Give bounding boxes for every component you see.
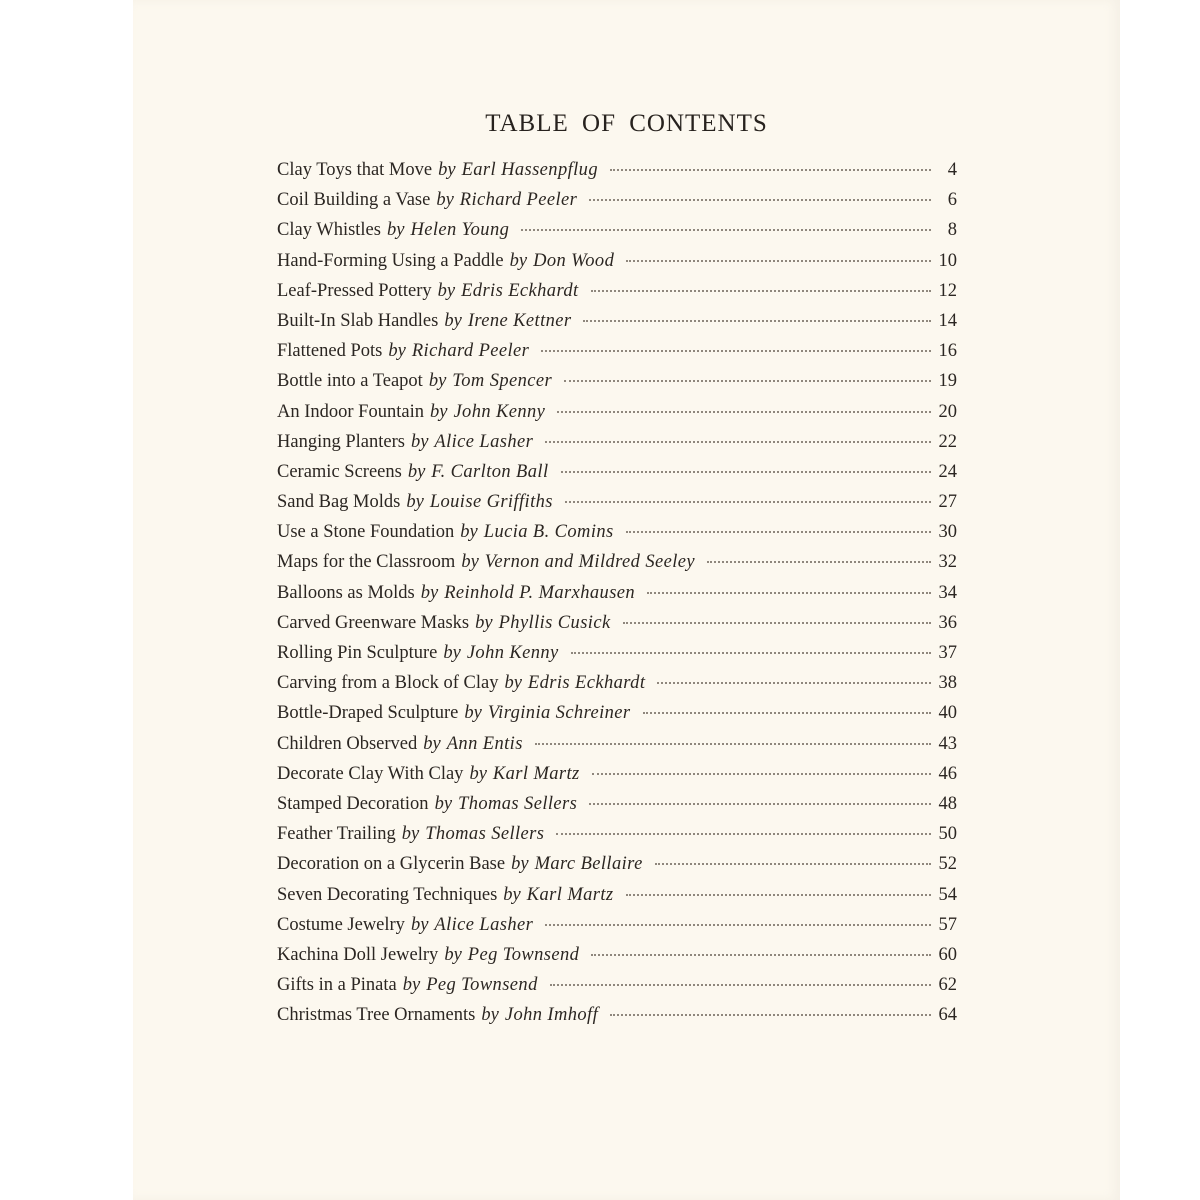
entry-by: by [434, 793, 453, 814]
entry-author: Helen Young [410, 220, 510, 241]
entry-page-number: 32 [938, 552, 957, 573]
entry-author: Thomas Sellers [458, 793, 578, 814]
entry-author: Edris Eckhardt [527, 673, 646, 694]
entry-title: Kachina Doll Jewelry [277, 944, 439, 965]
toc-entry [277, 885, 957, 915]
toc-entry [277, 794, 957, 824]
entry-by: by [423, 733, 441, 754]
entry-page-number: 43 [938, 733, 957, 754]
dot-leader [535, 743, 931, 745]
entry-title: Sand Bag Molds [277, 492, 401, 513]
toc-entry [277, 583, 957, 613]
entry-by: by [420, 582, 439, 603]
toc-entry [277, 703, 957, 733]
entry-page-number: 38 [938, 673, 957, 694]
toc-entry [277, 613, 957, 643]
dot-leader [545, 924, 931, 926]
entry-by: by [511, 854, 529, 875]
toc-entry [277, 160, 957, 190]
dot-leader [550, 984, 931, 986]
entry-author: Edris Eckhardt [461, 280, 579, 301]
dot-leader [626, 531, 931, 533]
entry-author: Peg Townsend [467, 944, 580, 965]
entry-title: Decorate Clay With Clay [277, 763, 464, 784]
toc-entry [277, 915, 957, 945]
entry-page-number: 62 [938, 975, 957, 996]
entry-page-number: 40 [938, 703, 957, 724]
entry-page-number: 57 [938, 914, 957, 935]
entry-title: Clay Whistles [277, 220, 381, 241]
entry-title: Hanging Planters [277, 431, 405, 452]
entry-by: by [461, 552, 479, 573]
entry-by: by [444, 310, 462, 331]
entry-by: by [407, 461, 426, 482]
entry-by: by [504, 673, 522, 694]
entry-title: Gifts in a Pinata [277, 975, 397, 996]
entry-page-number: 16 [938, 341, 957, 362]
entry-page-number: 6 [947, 190, 957, 211]
dot-leader [564, 380, 931, 382]
entry-page-number: 14 [938, 310, 957, 331]
page-title: TABLE OF CONTENTS [485, 110, 768, 137]
entry-page-number: 60 [938, 944, 957, 965]
entry-page-number: 4 [947, 160, 957, 180]
toc-entry [277, 492, 957, 522]
entry-by: by [460, 522, 478, 543]
dot-leader [571, 652, 931, 654]
dot-leader [626, 260, 931, 262]
toc-entry [277, 975, 957, 1005]
dot-leader [591, 954, 931, 956]
entry-page-number: 52 [938, 854, 957, 875]
entry-title: Maps for the Classroom [277, 552, 456, 573]
dot-leader [626, 894, 931, 896]
toc-entry [277, 432, 957, 462]
entry-author: Alice Lasher [434, 431, 534, 452]
entry-page-number: 27 [938, 492, 957, 513]
entry-by: by [410, 914, 429, 935]
entry-page-number: 19 [938, 371, 957, 392]
entry-page-number: 12 [938, 280, 957, 301]
entry-title: Costume Jewelry [277, 914, 405, 935]
entry-page-number: 50 [938, 824, 957, 845]
entry-author: John Kenny [453, 401, 546, 422]
dot-leader [545, 441, 931, 443]
toc-entry [277, 311, 957, 341]
table-of-contents [277, 160, 957, 1035]
entry-author: Don Wood [533, 250, 615, 271]
entry-author: Tom Spencer [452, 371, 553, 392]
entry-author: Phyllis Cusick [498, 612, 611, 633]
toc-entry [277, 371, 957, 401]
toc-entry [277, 764, 957, 794]
entry-author: Karl Martz [492, 763, 580, 784]
toc-entry [277, 734, 957, 764]
entry-title: Use a Stone Foundation [277, 522, 455, 543]
toc-entry [277, 281, 957, 311]
entry-author: Karl Martz [526, 884, 614, 905]
toc-entry [277, 1005, 957, 1035]
dot-leader [657, 682, 931, 684]
entry-title: Coil Building a Vase [277, 190, 431, 211]
entry-by: by [444, 944, 462, 965]
entry-author: Reinhold P. Marxhausen [444, 582, 636, 603]
entry-page-number: 54 [938, 884, 957, 905]
dot-leader [589, 803, 931, 805]
book-page [133, 0, 1120, 1200]
entry-by: by [436, 190, 454, 211]
entry-by: by [443, 643, 461, 663]
entry-by: by [406, 492, 424, 513]
toc-entry [277, 251, 957, 281]
dot-leader [589, 199, 931, 201]
entry-page-number: 10 [938, 250, 957, 271]
dot-leader [556, 833, 931, 835]
toc-entry [277, 402, 957, 432]
entry-page-number: 8 [947, 220, 957, 241]
entry-author: Ann Entis [446, 733, 523, 754]
entry-title: Rolling Pin Sculpture [277, 643, 438, 663]
entry-title: Hand-Forming Using a Paddle [277, 250, 504, 271]
entry-author: Louise Griffiths [429, 492, 553, 513]
entry-title: Feather Trailing [277, 824, 396, 845]
dot-leader [707, 561, 931, 563]
entry-title: Balloons as Molds [277, 582, 415, 603]
entry-title: Christmas Tree Ornaments [277, 1005, 476, 1026]
entry-by: by [469, 763, 487, 784]
entry-author: Thomas Sellers [425, 824, 545, 845]
entry-author: Peg Townsend [426, 975, 538, 996]
entry-title: Leaf-Pressed Pottery [277, 280, 432, 301]
toc-entry [277, 552, 957, 582]
toc-entry [277, 673, 957, 703]
toc-entry [277, 341, 957, 371]
entry-by: by [481, 1005, 499, 1026]
entry-title: Bottle into a Teapot [277, 371, 423, 392]
entry-title: Seven Decorating Techniques [277, 884, 498, 905]
entry-page-number: 22 [938, 431, 957, 452]
entry-page-number: 34 [938, 582, 957, 603]
entry-author: Alice Lasher [434, 914, 534, 935]
entry-title: Carved Greenware Masks [277, 612, 470, 633]
entry-by: by [386, 220, 405, 241]
entry-author: Vernon and Mildred Seeley [484, 552, 695, 573]
dot-leader [655, 863, 931, 865]
entry-page-number: 46 [938, 763, 957, 784]
entry-title: Stamped Decoration [277, 793, 429, 814]
entry-by: by [410, 431, 429, 452]
entry-author: Richard Peeler [459, 190, 578, 211]
toc-entry [277, 854, 957, 884]
toc-entry [277, 824, 957, 854]
entry-page-number: 24 [938, 461, 957, 482]
entry-page-number: 20 [938, 401, 957, 422]
entry-page-number: 30 [938, 522, 957, 543]
dot-leader [591, 290, 931, 292]
dot-leader [592, 773, 931, 775]
entry-page-number: 37 [938, 643, 957, 663]
entry-by: by [509, 250, 528, 271]
entry-author: Marc Bellaire [534, 854, 643, 875]
entry-author: F. Carlton Ball [431, 461, 549, 482]
entry-title: Bottle-Draped Sculpture [277, 703, 459, 724]
entry-by: by [388, 341, 406, 362]
entry-by: by [429, 401, 448, 422]
dot-leader [557, 411, 931, 413]
entry-title: Built-In Slab Handles [277, 310, 439, 331]
entry-title: Clay Toys that Move [277, 160, 433, 180]
entry-author: Irene Kettner [467, 310, 572, 331]
entry-author: John Imhoff [504, 1005, 599, 1026]
toc-entry [277, 643, 957, 673]
dot-leader [643, 712, 932, 714]
dot-leader [647, 592, 931, 594]
entry-title: Decoration on a Glycerin Base [277, 854, 506, 875]
dot-leader [565, 501, 931, 503]
dot-leader [610, 1014, 931, 1016]
dot-leader [623, 622, 931, 624]
entry-author: Virginia Schreiner [487, 703, 631, 724]
entry-title: Ceramic Screens [277, 461, 402, 482]
entry-author: John Kenny [466, 643, 559, 663]
entry-author: Earl Hassenpflug [461, 160, 598, 180]
entry-title: Flattened Pots [277, 341, 383, 362]
dot-leader [610, 169, 931, 171]
entry-by: by [464, 703, 482, 724]
dot-leader [541, 350, 931, 352]
entry-by: by [475, 612, 493, 633]
toc-entry [277, 522, 957, 552]
entry-page-number: 36 [938, 612, 957, 633]
toc-entry [277, 190, 957, 220]
entry-title: Children Observed [277, 733, 418, 754]
entry-by: by [438, 160, 456, 180]
entry-author: Richard Peeler [411, 341, 530, 362]
entry-page-number: 64 [938, 1005, 957, 1026]
entry-title: An Indoor Fountain [277, 401, 424, 422]
entry-page-number: 48 [938, 793, 957, 814]
entry-by: by [437, 280, 456, 301]
entry-by: by [428, 371, 447, 392]
toc-entry [277, 945, 957, 975]
dot-leader [583, 320, 931, 322]
entry-by: by [401, 824, 420, 845]
entry-by: by [503, 884, 521, 905]
toc-entry [277, 462, 957, 492]
entry-title: Carving from a Block of Clay [277, 673, 499, 694]
entry-author: Lucia B. Comins [483, 522, 614, 543]
dot-leader [521, 229, 931, 231]
dot-leader [561, 471, 932, 473]
toc-entry [277, 220, 957, 250]
entry-by: by [402, 975, 421, 996]
